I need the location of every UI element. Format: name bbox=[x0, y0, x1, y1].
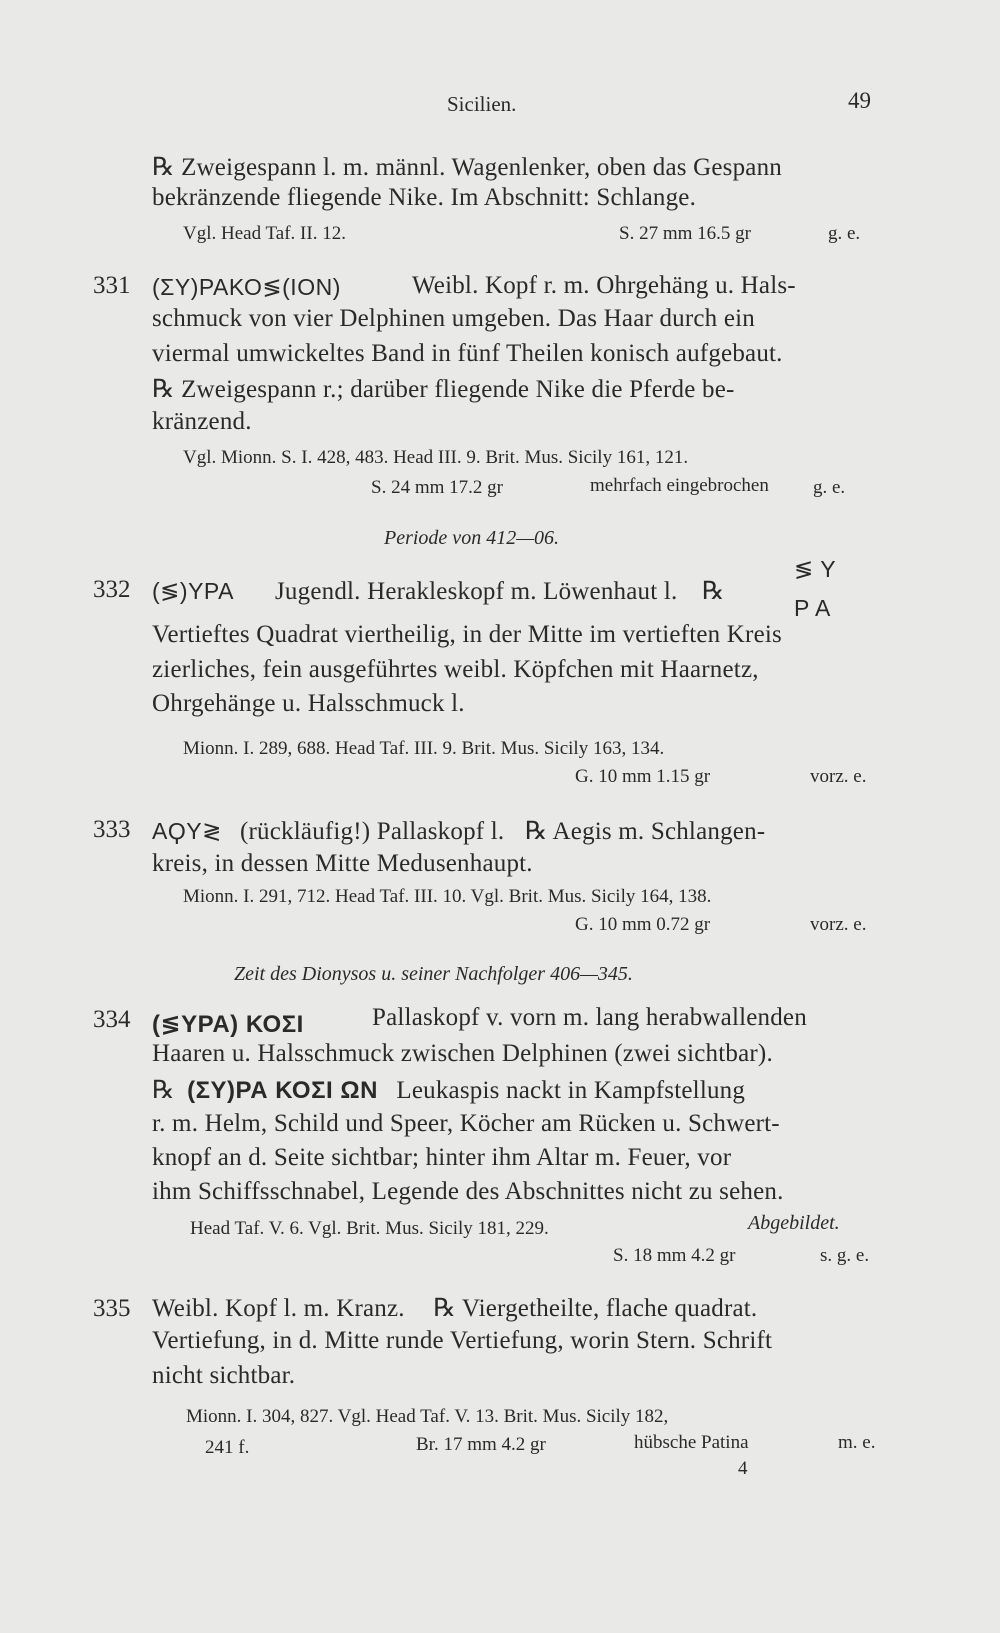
recipe-symbol: ℞ bbox=[524, 818, 548, 845]
coin-legend-333: ΑϘΥ≷ bbox=[152, 818, 222, 844]
entry-332-condition: vorz. e. bbox=[810, 766, 867, 787]
intro-line-1: ℞ Zweigespann l. m. männl. Wagenlenker, oben das Gespann bbox=[152, 154, 782, 181]
entry-334-measurements: S. 18 mm 4.2 gr bbox=[613, 1245, 736, 1266]
entry-332-line-1: Jugendl. Herakleskopf m. Löwenhaut l. ℞ bbox=[275, 578, 725, 605]
entry-335-note: hübsche Patina bbox=[634, 1432, 749, 1453]
entry-332-line-2: Vertieftes Quadrat viertheilig, in der Mitte im vertieften Kreis bbox=[152, 621, 782, 648]
entry-332-line-4: Ohrgehänge u. Halsschmuck l. bbox=[152, 690, 465, 717]
entry-335-line-3: nicht sichtbar. bbox=[152, 1362, 296, 1389]
entry-335-line-1: Weibl. Kopf l. m. Kranz. ℞ Viergetheilte, flache quadrat. bbox=[152, 1295, 758, 1322]
entry-335-reference-cont: 241 f. bbox=[205, 1437, 250, 1458]
reverse-legend-bottom: Ρ Α bbox=[794, 595, 831, 621]
period-heading-2: Zeit des Dionysos u. seiner Nachfolger 406—345. bbox=[234, 963, 633, 985]
intro-measurements: S. 27 mm 16.5 gr bbox=[619, 223, 751, 244]
entry-335-line-2: Vertiefung, in d. Mitte runde Vertiefung, worin Stern. Schrift bbox=[152, 1327, 773, 1354]
reverse-legend-top: ≶ Υ bbox=[794, 556, 837, 582]
entry-number-334: 334 bbox=[93, 1006, 131, 1033]
period-heading-1: Periode von 412—06. bbox=[384, 527, 559, 549]
intro-reference: Vgl. Head Taf. II. 12. bbox=[183, 223, 346, 244]
intro-line-2: bekränzende fliegende Nike. Im Abschnitt: Schlange. bbox=[152, 184, 697, 211]
recipe-symbol: ℞ bbox=[152, 1077, 175, 1104]
page-number: 49 bbox=[848, 88, 871, 113]
coin-legend-334-reverse: (ΣΥ)ΡΑ ΚΟΣΙ ΩΝ bbox=[187, 1077, 378, 1104]
printer-signature: 4 bbox=[738, 1458, 748, 1479]
entry-335-condition: m. e. bbox=[838, 1432, 876, 1453]
entry-331-line-3: viermal umwickeltes Band in fünf Theilen konisch aufgebaut. bbox=[152, 340, 783, 367]
entry-335-reference: Mionn. I. 304, 827. Vgl. Head Taf. V. 13. Brit. Mus. Sicily 182, bbox=[186, 1406, 669, 1427]
entry-331-line-2: schmuck von vier Delphinen umgeben. Das Haar durch ein bbox=[152, 305, 755, 332]
entry-335-measurements: Br. 17 mm 4.2 gr bbox=[416, 1434, 546, 1455]
coin-legend-331: (ΣΥ)ΡΑΚΟ≶(ΙΟΝ) bbox=[152, 274, 341, 300]
entry-332-reference: Mionn. I. 289, 688. Head Taf. III. 9. Brit. Mus. Sicily 163, 134. bbox=[183, 738, 665, 759]
coin-legend-334: (≶ΥΡΑ) ΚΟΣΙ bbox=[152, 1011, 304, 1038]
entry-334-line-5: knopf an d. Seite sichtbar; hinter ihm Altar m. Feuer, vor bbox=[152, 1144, 732, 1171]
entry-number-332: 332 bbox=[93, 576, 131, 603]
entry-334-line-6: ihm Schiffsschnabel, Legende des Abschnittes nicht zu sehen. bbox=[152, 1178, 784, 1205]
entry-333-line-1: (rückläufig!) Pallaskopf l. ℞ Aegis m. Schlangen- bbox=[240, 818, 766, 845]
entry-331-condition: g. e. bbox=[813, 477, 846, 498]
entry-334-illustrated: Abgebildet. bbox=[748, 1212, 840, 1234]
entry-331-line-1: Weibl. Kopf r. m. Ohrgehäng u. Hals- bbox=[412, 272, 796, 299]
entry-331-note: mehrfach eingebrochen bbox=[590, 475, 769, 496]
entry-332-measurements: G. 10 mm 1.15 gr bbox=[575, 766, 711, 787]
entry-334-reference: Head Taf. V. 6. Vgl. Brit. Mus. Sicily 181, 229. bbox=[190, 1218, 549, 1239]
entry-number-335: 335 bbox=[93, 1295, 131, 1322]
entry-334-line-2: Haaren u. Halsschmuck zwischen Delphinen (zwei sichtbar). bbox=[152, 1040, 773, 1067]
entry-331-reference: Vgl. Mionn. S. I. 428, 483. Head III. 9. Brit. Mus. Sicily 161, 121. bbox=[183, 447, 689, 468]
recipe-symbol: ℞ bbox=[433, 1295, 456, 1322]
entry-333-line-2: kreis, in dessen Mitte Medusenhaupt. bbox=[152, 850, 533, 877]
entry-number-333: 333 bbox=[93, 816, 131, 843]
entry-334-line-3: ℞ (ΣΥ)ΡΑ ΚΟΣΙ ΩΝ Leukaspis nackt in Kampfstellung bbox=[152, 1077, 746, 1104]
entry-332-line-3: zierliches, fein ausgeführtes weibl. Köpfchen mit Haarnetz, bbox=[152, 656, 759, 683]
entry-331-measurements: S. 24 mm 17.2 gr bbox=[371, 477, 503, 498]
entry-333-measurements: G. 10 mm 0.72 gr bbox=[575, 914, 711, 935]
entry-334-condition: s. g. e. bbox=[820, 1245, 870, 1266]
entry-334-line-4: r. m. Helm, Schild und Speer, Köcher am Rücken u. Schwert- bbox=[152, 1110, 780, 1137]
entry-331-line-4: ℞ Zweigespann r.; darüber fliegende Nike die Pferde be- bbox=[152, 376, 735, 403]
recipe-symbol: ℞ bbox=[152, 376, 175, 403]
entry-331-line-5: kränzend. bbox=[152, 408, 252, 435]
entry-333-condition: vorz. e. bbox=[810, 914, 867, 935]
entry-number-331: 331 bbox=[93, 272, 131, 299]
coin-legend-332: (≶)ΥΡΑ bbox=[152, 578, 234, 604]
intro-condition: g. e. bbox=[828, 223, 861, 244]
recipe-symbol: ℞ bbox=[152, 154, 175, 181]
recipe-symbol: ℞ bbox=[701, 578, 725, 605]
running-header: Sicilien. bbox=[447, 92, 517, 116]
entry-333-reference: Mionn. I. 291, 712. Head Taf. III. 10. Vgl. Brit. Mus. Sicily 164, 138. bbox=[183, 886, 712, 907]
entry-334-line-1: Pallaskopf v. vorn m. lang herabwallenden bbox=[372, 1004, 807, 1031]
